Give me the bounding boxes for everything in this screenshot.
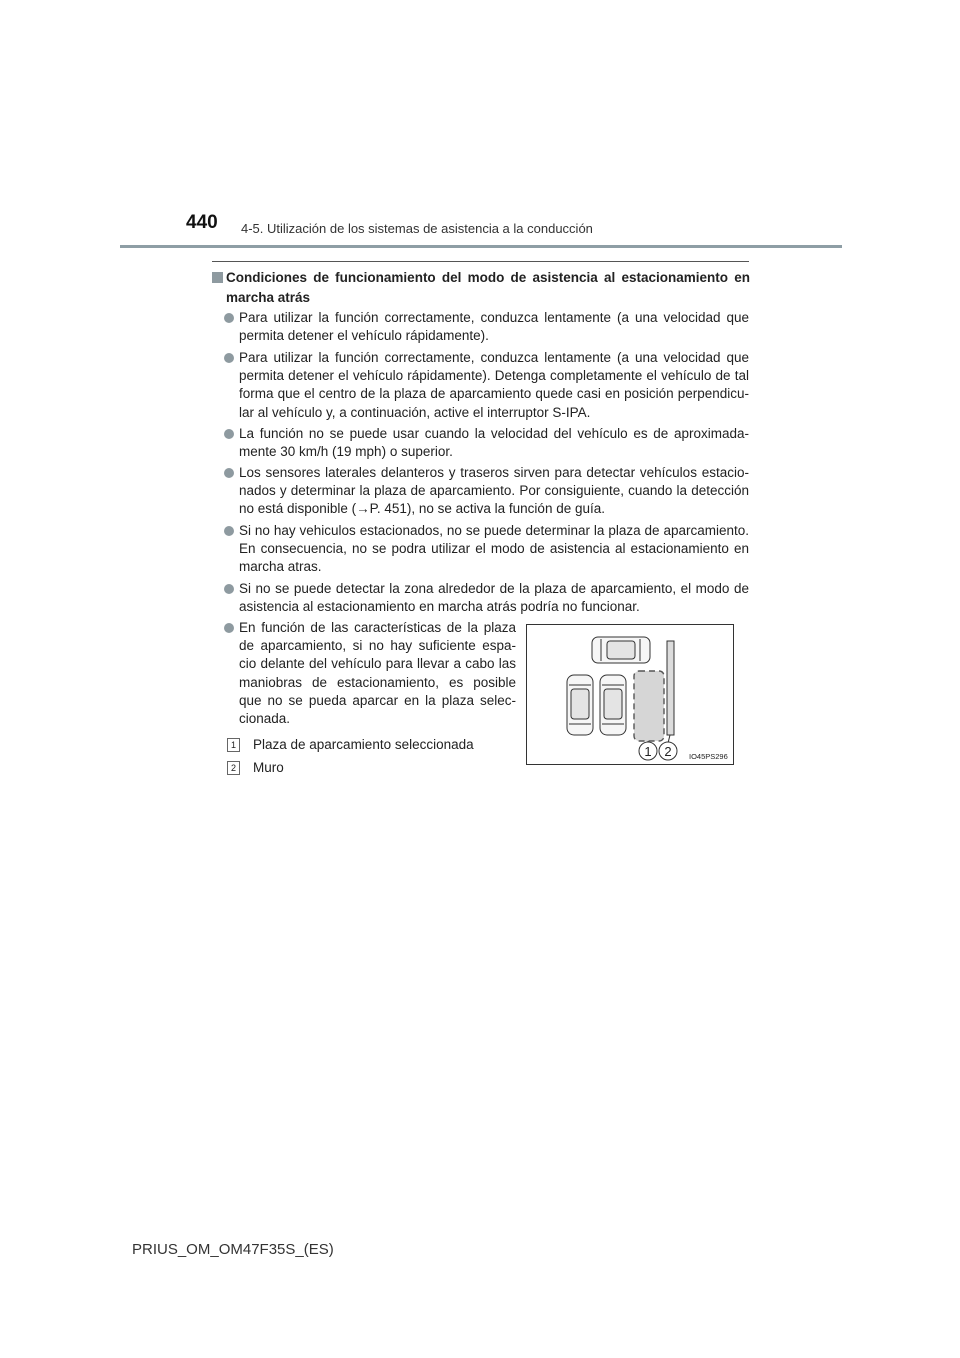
parking-illustration bbox=[526, 624, 734, 765]
bullet-item bbox=[224, 580, 749, 616]
legend-label: Muro bbox=[253, 760, 284, 775]
bullet-text: Los sensores laterales delanteros y traseros sirven para detectar vehículos estacio-nados y determinar la plaza de aparcamiento. Por consiguiente, cuando la detección no está disponible (→P. 451), no se activa la función de guía. bbox=[239, 465, 749, 517]
page-number: 440 bbox=[186, 212, 218, 233]
chapter-title: 4-5. Utilización de los sistemas de asistencia a la conducción bbox=[241, 221, 593, 236]
figure-code: IO45PS296 bbox=[689, 752, 728, 761]
legend-label: Plaza de aparcamiento seleccionada bbox=[253, 737, 474, 752]
callout-1-label: 1 bbox=[644, 744, 652, 759]
wall bbox=[667, 641, 674, 735]
selected-parking-space bbox=[634, 671, 664, 741]
parked-car-left bbox=[567, 675, 593, 735]
bullet-text: Si no hay vehiculos estacionados, no se puede determinar la plaza de aparcamiento. En consecuencia, no se podra utilizar el modo de asistencia al estacionamiento en marcha atras. bbox=[239, 523, 749, 575]
bullet-item bbox=[224, 464, 749, 519]
bullet-dot-icon bbox=[224, 313, 234, 323]
bullet-dot-icon bbox=[224, 526, 234, 536]
bullet-item bbox=[224, 425, 749, 461]
parked-car-top bbox=[592, 637, 650, 663]
bullet-dot-icon bbox=[224, 468, 234, 478]
bullet-dot-icon bbox=[224, 429, 234, 439]
bullet-text: Para utilizar la función correctamente, conduzca lentamente (a una velocidad que permita detener el vehículo rápidamente). bbox=[239, 310, 749, 344]
legend-number: 1 bbox=[227, 738, 240, 752]
square-bullet-icon bbox=[212, 272, 223, 283]
parked-car-right bbox=[600, 675, 626, 735]
header-rule bbox=[120, 245, 842, 248]
bullet-text: En función de las características de la plaza de aparcamiento, si no hay suficiente espa-cio delante del vehículo para llevar a cabo las maniobras de estacionamiento, es posible que no se pueda aparcar en la plaza selec-cionada. bbox=[239, 620, 516, 727]
bullet-item bbox=[224, 309, 749, 345]
bullet-dot-icon bbox=[224, 584, 234, 594]
callout-2-label: 2 bbox=[664, 744, 672, 759]
bullet-dot-icon bbox=[224, 623, 234, 633]
bullet-text: Si no se puede detectar la zona alrededor de la plaza de aparcamiento, el modo de asistencia al estacionamiento en marcha atrás podría no funcionar. bbox=[239, 581, 749, 615]
legend-item bbox=[227, 760, 284, 775]
footer-doc-id: PRIUS_OM_OM47F35S_(ES) bbox=[132, 1241, 334, 1258]
parking-diagram bbox=[527, 625, 733, 764]
bullet-item bbox=[224, 522, 749, 577]
section-heading bbox=[212, 268, 750, 308]
section-heading-text: Condiciones de funcionamiento del modo de asistencia al estacionamiento en marcha atrás bbox=[226, 270, 750, 305]
section-divider bbox=[212, 261, 749, 262]
bullet-text: La función no se puede usar cuando la velocidad del vehículo es de aproximada-mente 30 km/h (19 mph) o superior. bbox=[239, 426, 749, 460]
bullet-item bbox=[224, 619, 516, 728]
bullet-item bbox=[224, 349, 749, 422]
legend-number: 2 bbox=[227, 761, 240, 775]
bullet-text: Para utilizar la función correctamente, conduzca lentamente (a una velocidad que permita detener el vehículo rápidamente). Detenga completamente el vehículo de tal forma que el centro de la plaza de aparcamiento quede casi en posición perpendicu-lar al vehículo y, a continuación, active el interruptor S-IPA. bbox=[239, 350, 749, 420]
bullet-dot-icon bbox=[224, 353, 234, 363]
legend-item bbox=[227, 737, 474, 752]
